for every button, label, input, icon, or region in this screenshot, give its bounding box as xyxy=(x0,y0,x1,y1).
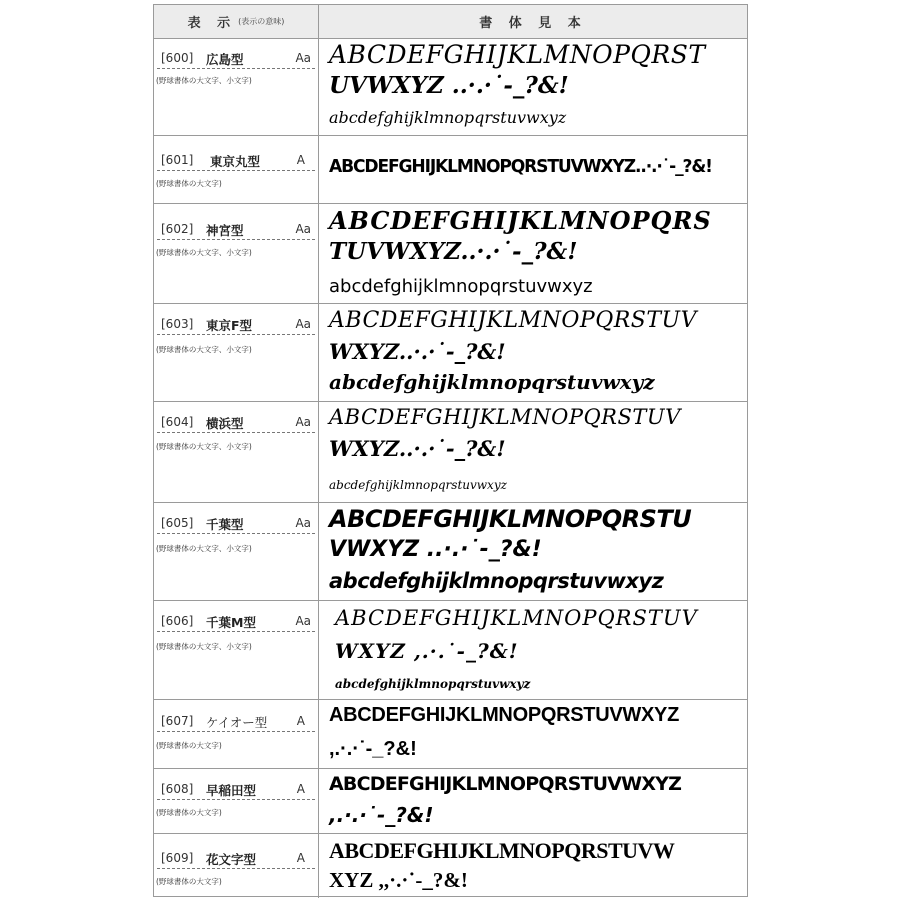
font-label-cell xyxy=(154,834,319,898)
font-desc: (野球書体の大文字) xyxy=(156,741,222,750)
font-sample-cell xyxy=(319,769,747,833)
sample-line-upper-2: ,.·.·˙-_?&! xyxy=(329,803,434,827)
font-code: [606] xyxy=(161,614,194,628)
font-title-line xyxy=(157,412,315,433)
sample-line-upper: ABCDEFGHIJKLMNOPQRSTUVWXYZ xyxy=(329,773,682,795)
font-case: A xyxy=(296,851,305,865)
font-label-cell xyxy=(154,304,319,401)
font-sample-cell xyxy=(319,402,747,502)
font-case: Aa xyxy=(295,614,311,628)
font-desc: (野球書体の大文字、小文字) xyxy=(156,442,252,451)
font-row-601 xyxy=(154,136,747,204)
font-label-cell xyxy=(154,700,319,768)
table-header xyxy=(154,5,747,39)
sample-line-lower: abcdefghijklmnopqrstuvwxyz xyxy=(329,276,593,297)
header-display-col xyxy=(154,5,319,38)
font-desc: (野球書体の大文字) xyxy=(156,877,222,886)
sample-line-upper: ABCDEFGHIJKLMNOPQRSTU xyxy=(329,505,692,533)
sample-line-lower: abcdefghijklmnopqrstuvwxyz xyxy=(329,569,664,593)
header-sample-title: 書 体 見 本 xyxy=(479,16,587,31)
font-sample-cell xyxy=(319,503,747,600)
sample-line-upper-2: UVWXYZ ..·.·˙-_?&! xyxy=(329,72,569,99)
font-code: [608] xyxy=(161,782,194,796)
font-row-600 xyxy=(154,38,747,136)
font-name: 神宮型 xyxy=(206,223,244,238)
font-sample-cell xyxy=(319,204,747,303)
font-sample-cell xyxy=(319,304,747,401)
font-code: [605] xyxy=(161,516,194,530)
sample-line-upper-2: VWXYZ ..·.·˙-_?&! xyxy=(329,537,542,562)
sample-line-upper: ABCDEFGHIJKLMNOPQRSTUVWXYZ xyxy=(329,704,679,726)
font-row-602 xyxy=(154,204,747,304)
font-title-line xyxy=(157,150,315,171)
font-code: [607] xyxy=(161,714,194,728)
font-name: 千葉型 xyxy=(206,517,244,532)
header-sample-col xyxy=(319,5,747,38)
header-display-subtitle: (表示の意味) xyxy=(238,17,285,26)
font-code: [604] xyxy=(161,415,194,429)
font-sample-cell xyxy=(319,601,747,699)
sample-line-upper: ABCDEFGHIJKLMNOPQRSTUVW xyxy=(329,838,675,863)
font-name: 広島型 xyxy=(206,52,244,67)
sample-line-upper-2: ,.·.·˙-_?&! xyxy=(329,738,417,760)
font-sample-cell xyxy=(319,700,747,768)
font-case: Aa xyxy=(295,222,311,236)
font-label-cell xyxy=(154,204,319,303)
font-name: 横浜型 xyxy=(206,416,244,431)
font-label-cell xyxy=(154,38,319,135)
font-code: [609] xyxy=(161,851,194,865)
font-desc: (野球書体の大文字、小文字) xyxy=(156,248,252,257)
font-title-line xyxy=(157,611,315,632)
sample-line-upper-2: WXYZ..·.·˙-_?&! xyxy=(329,436,506,461)
font-sample-cell xyxy=(319,834,747,898)
sample-line-lower: abcdefghijklmnopqrstuvwxyz xyxy=(329,370,655,394)
font-title-line xyxy=(157,513,315,534)
font-case: Aa xyxy=(295,516,311,530)
sample-line-lower: abcdefghijklmnopqrstuvwxyz xyxy=(329,478,507,492)
font-name: 早稲田型 xyxy=(206,783,257,798)
font-desc: (野球書体の大文字、小文字) xyxy=(156,642,252,651)
font-name: 東京F型 xyxy=(206,318,253,333)
sample-line-upper: ABCDEFGHIJKLMNOPQRSTUV xyxy=(335,606,698,630)
sample-line-lower: abcdefghijklmnopqrstuvwxyz xyxy=(335,677,531,691)
font-name: 東京丸型 xyxy=(210,154,261,169)
sample-line-upper: ABCDEFGHIJKLMNOPQRSTUVWXYZ..·.·˙-_?&! xyxy=(329,156,712,177)
font-title-line xyxy=(157,314,315,335)
sample-line-upper: ABCDEFGHIJKLMNOPQRS xyxy=(329,206,712,235)
font-desc: (野球書体の大文字、小文字) xyxy=(156,345,252,354)
sample-line-upper-2: WXYZ..·.·˙-_?&! xyxy=(329,339,506,364)
font-sample-cell xyxy=(319,136,747,203)
sample-line-upper: ABCDEFGHIJKLMNOPQRSTUV xyxy=(329,405,681,429)
font-code: [603] xyxy=(161,317,194,331)
sample-line-upper-2: TUVWXYZ..·.·˙-_?&! xyxy=(329,238,578,265)
font-desc: (野球書体の大文字、小文字) xyxy=(156,76,252,85)
font-case: Aa xyxy=(295,317,311,331)
font-row-605 xyxy=(154,503,747,601)
font-sample-table xyxy=(153,4,748,897)
font-code: [600] xyxy=(161,51,194,65)
font-label-cell xyxy=(154,402,319,502)
font-title-line xyxy=(157,48,315,69)
sample-line-upper-2: XYZ ,,·.·˙-_?&! xyxy=(329,868,468,892)
font-sample-cell xyxy=(319,38,747,135)
font-row-609 xyxy=(154,834,747,898)
font-row-607 xyxy=(154,700,747,769)
font-label-cell xyxy=(154,503,319,600)
sample-line-lower: abcdefghijklmnopqrstuvwxyz xyxy=(329,108,567,127)
font-code: [602] xyxy=(161,222,194,236)
font-case: Aa xyxy=(295,51,311,65)
font-desc: (野球書体の大文字) xyxy=(156,179,222,188)
font-title-line xyxy=(157,779,315,800)
font-case: A xyxy=(296,714,305,728)
font-row-608 xyxy=(154,769,747,834)
sample-line-upper: ABCDEFGHIJKLMNOPQRST xyxy=(329,40,706,69)
font-case: Aa xyxy=(295,415,311,429)
font-title-line xyxy=(157,711,315,732)
sample-line-upper-2: WXYZ ,.·.˙-_?&! xyxy=(335,639,519,663)
font-name: ケイオー型 xyxy=(206,715,268,730)
font-case: A xyxy=(296,782,305,796)
font-name: 千葉M型 xyxy=(206,615,256,630)
font-code: [601] xyxy=(161,153,194,167)
font-title-line xyxy=(157,219,315,240)
font-label-cell xyxy=(154,769,319,833)
font-row-604 xyxy=(154,402,747,503)
font-row-603 xyxy=(154,304,747,402)
font-case: A xyxy=(296,153,305,167)
font-desc: (野球書体の大文字、小文字) xyxy=(156,544,252,553)
sample-line-upper: ABCDEFGHIJKLMNOPQRSTUV xyxy=(329,308,697,333)
font-row-606 xyxy=(154,601,747,700)
font-name: 花文字型 xyxy=(206,852,257,867)
font-label-cell xyxy=(154,601,319,699)
font-desc: (野球書体の大文字) xyxy=(156,808,222,817)
header-display-title: 表 示 xyxy=(187,16,237,31)
font-title-line xyxy=(157,848,315,869)
font-label-cell xyxy=(154,136,319,203)
